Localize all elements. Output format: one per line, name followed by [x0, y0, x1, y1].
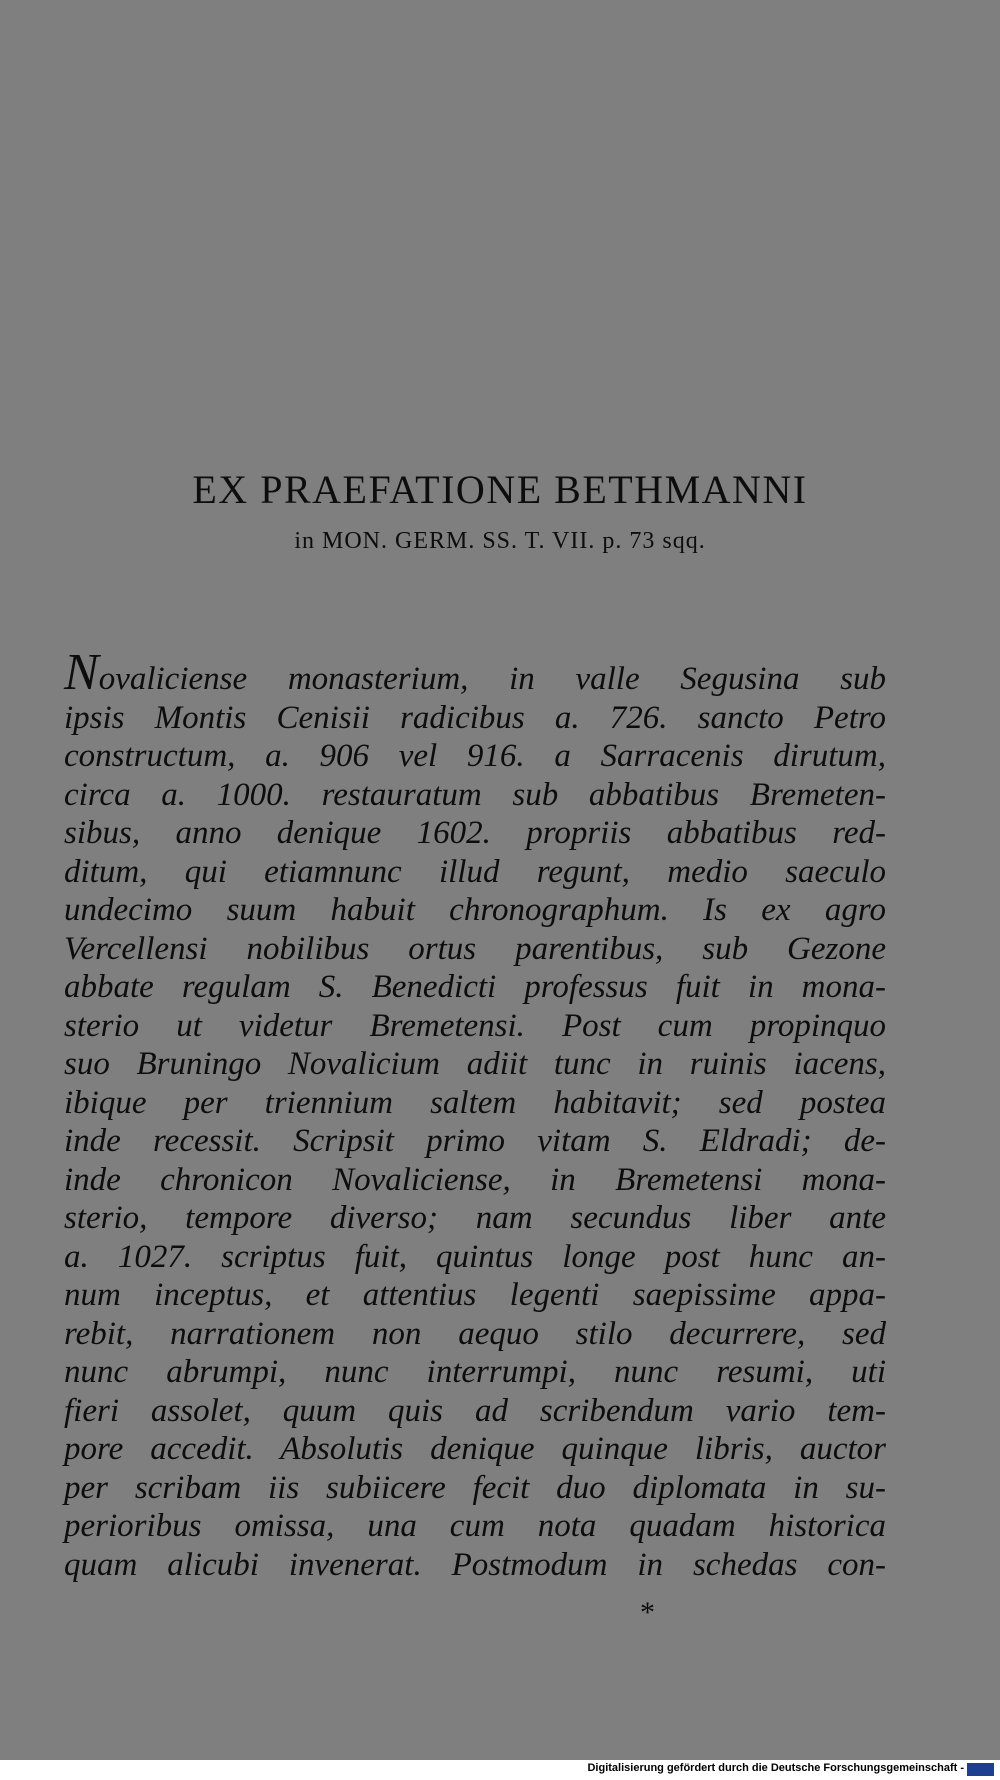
text-line: abbate regulam S. Benedicti professus fuit in mona- [64, 969, 886, 1005]
text-line: rebit, narrationem non aequo stilo decurrere, sed [64, 1315, 886, 1352]
text-line: fieri assolet, quum quis ad scribendum vario tem- [64, 1392, 886, 1429]
text-line: circa a. 1000. restauratum sub abbatibus Bremeten- [64, 776, 886, 813]
signature-mark: * [640, 1596, 655, 1629]
dropcap: N [64, 644, 99, 701]
text-line: inde chronicon Novaliciense, in Bremetensi mona- [64, 1161, 886, 1198]
text-line: nunc abrumpi, nunc interrumpi, nunc resumi, uti [64, 1354, 886, 1390]
text-line: ditum, qui etiamnunc illud regunt, medio saeculo [64, 853, 886, 890]
text-line: num inceptus, et attentius legenti saepissime appa- [64, 1277, 886, 1313]
text-line: a. 1027. scriptus fuit, quintus longe post hunc an- [64, 1238, 886, 1275]
text-line: per scribam iis subiicere fecit duo diplomata in su- [64, 1469, 886, 1506]
text-line: quam alicubi invenerat. Postmodum in schedas con- [64, 1546, 886, 1583]
footer-credit: Digitalisierung gefördert durch die Deutsche Forschungsgemeinschaft - [587, 1762, 964, 1774]
text-line: constructum, a. 906 vel 916. a Sarracenis dirutum, [64, 738, 886, 774]
text-line: ipsis Montis Cenisii radicibus a. 726. sancto Petro [64, 699, 886, 736]
text-line: pore accedit. Absolutis denique quinque libris, auctor [64, 1431, 886, 1467]
text-line: sibus, anno denique 1602. propriis abbatibus red- [64, 815, 886, 851]
text-line: inde recessit. Scripsit primo vitam S. Eldradi; de- [64, 1123, 886, 1159]
dfg-logo-icon [967, 1763, 994, 1776]
footer-bar [0, 1760, 1000, 1780]
text-line: ibique per triennium saltem habitavit; sed postea [64, 1084, 886, 1121]
page-title: EX PRAEFATIONE BETHMANNI [192, 467, 808, 512]
text-line: perioribus omissa, una cum nota quadam historica [64, 1508, 886, 1544]
text-line: sterio ut videtur Bremetensi. Post cum propinquo [64, 1007, 886, 1044]
text-line: sterio, tempore diverso; nam secundus liber ante [64, 1200, 886, 1236]
text-line-content: ovaliciense monasterium, in valle Segusina sub [98, 661, 886, 697]
text-line: undecimo suum habuit chronographum. Is ex agro [64, 892, 886, 928]
text-line [64, 644, 886, 701]
text-line: suo Bruningo Novalicium adiit tunc in ruinis iacens, [64, 1046, 886, 1082]
body-text [64, 644, 886, 1584]
text-line: Vercellensi nobilibus ortus parentibus, sub Gezone [64, 930, 886, 967]
page-subtitle: in MON. GERM. SS. T. VII. p. 73 sqq. [294, 528, 706, 554]
